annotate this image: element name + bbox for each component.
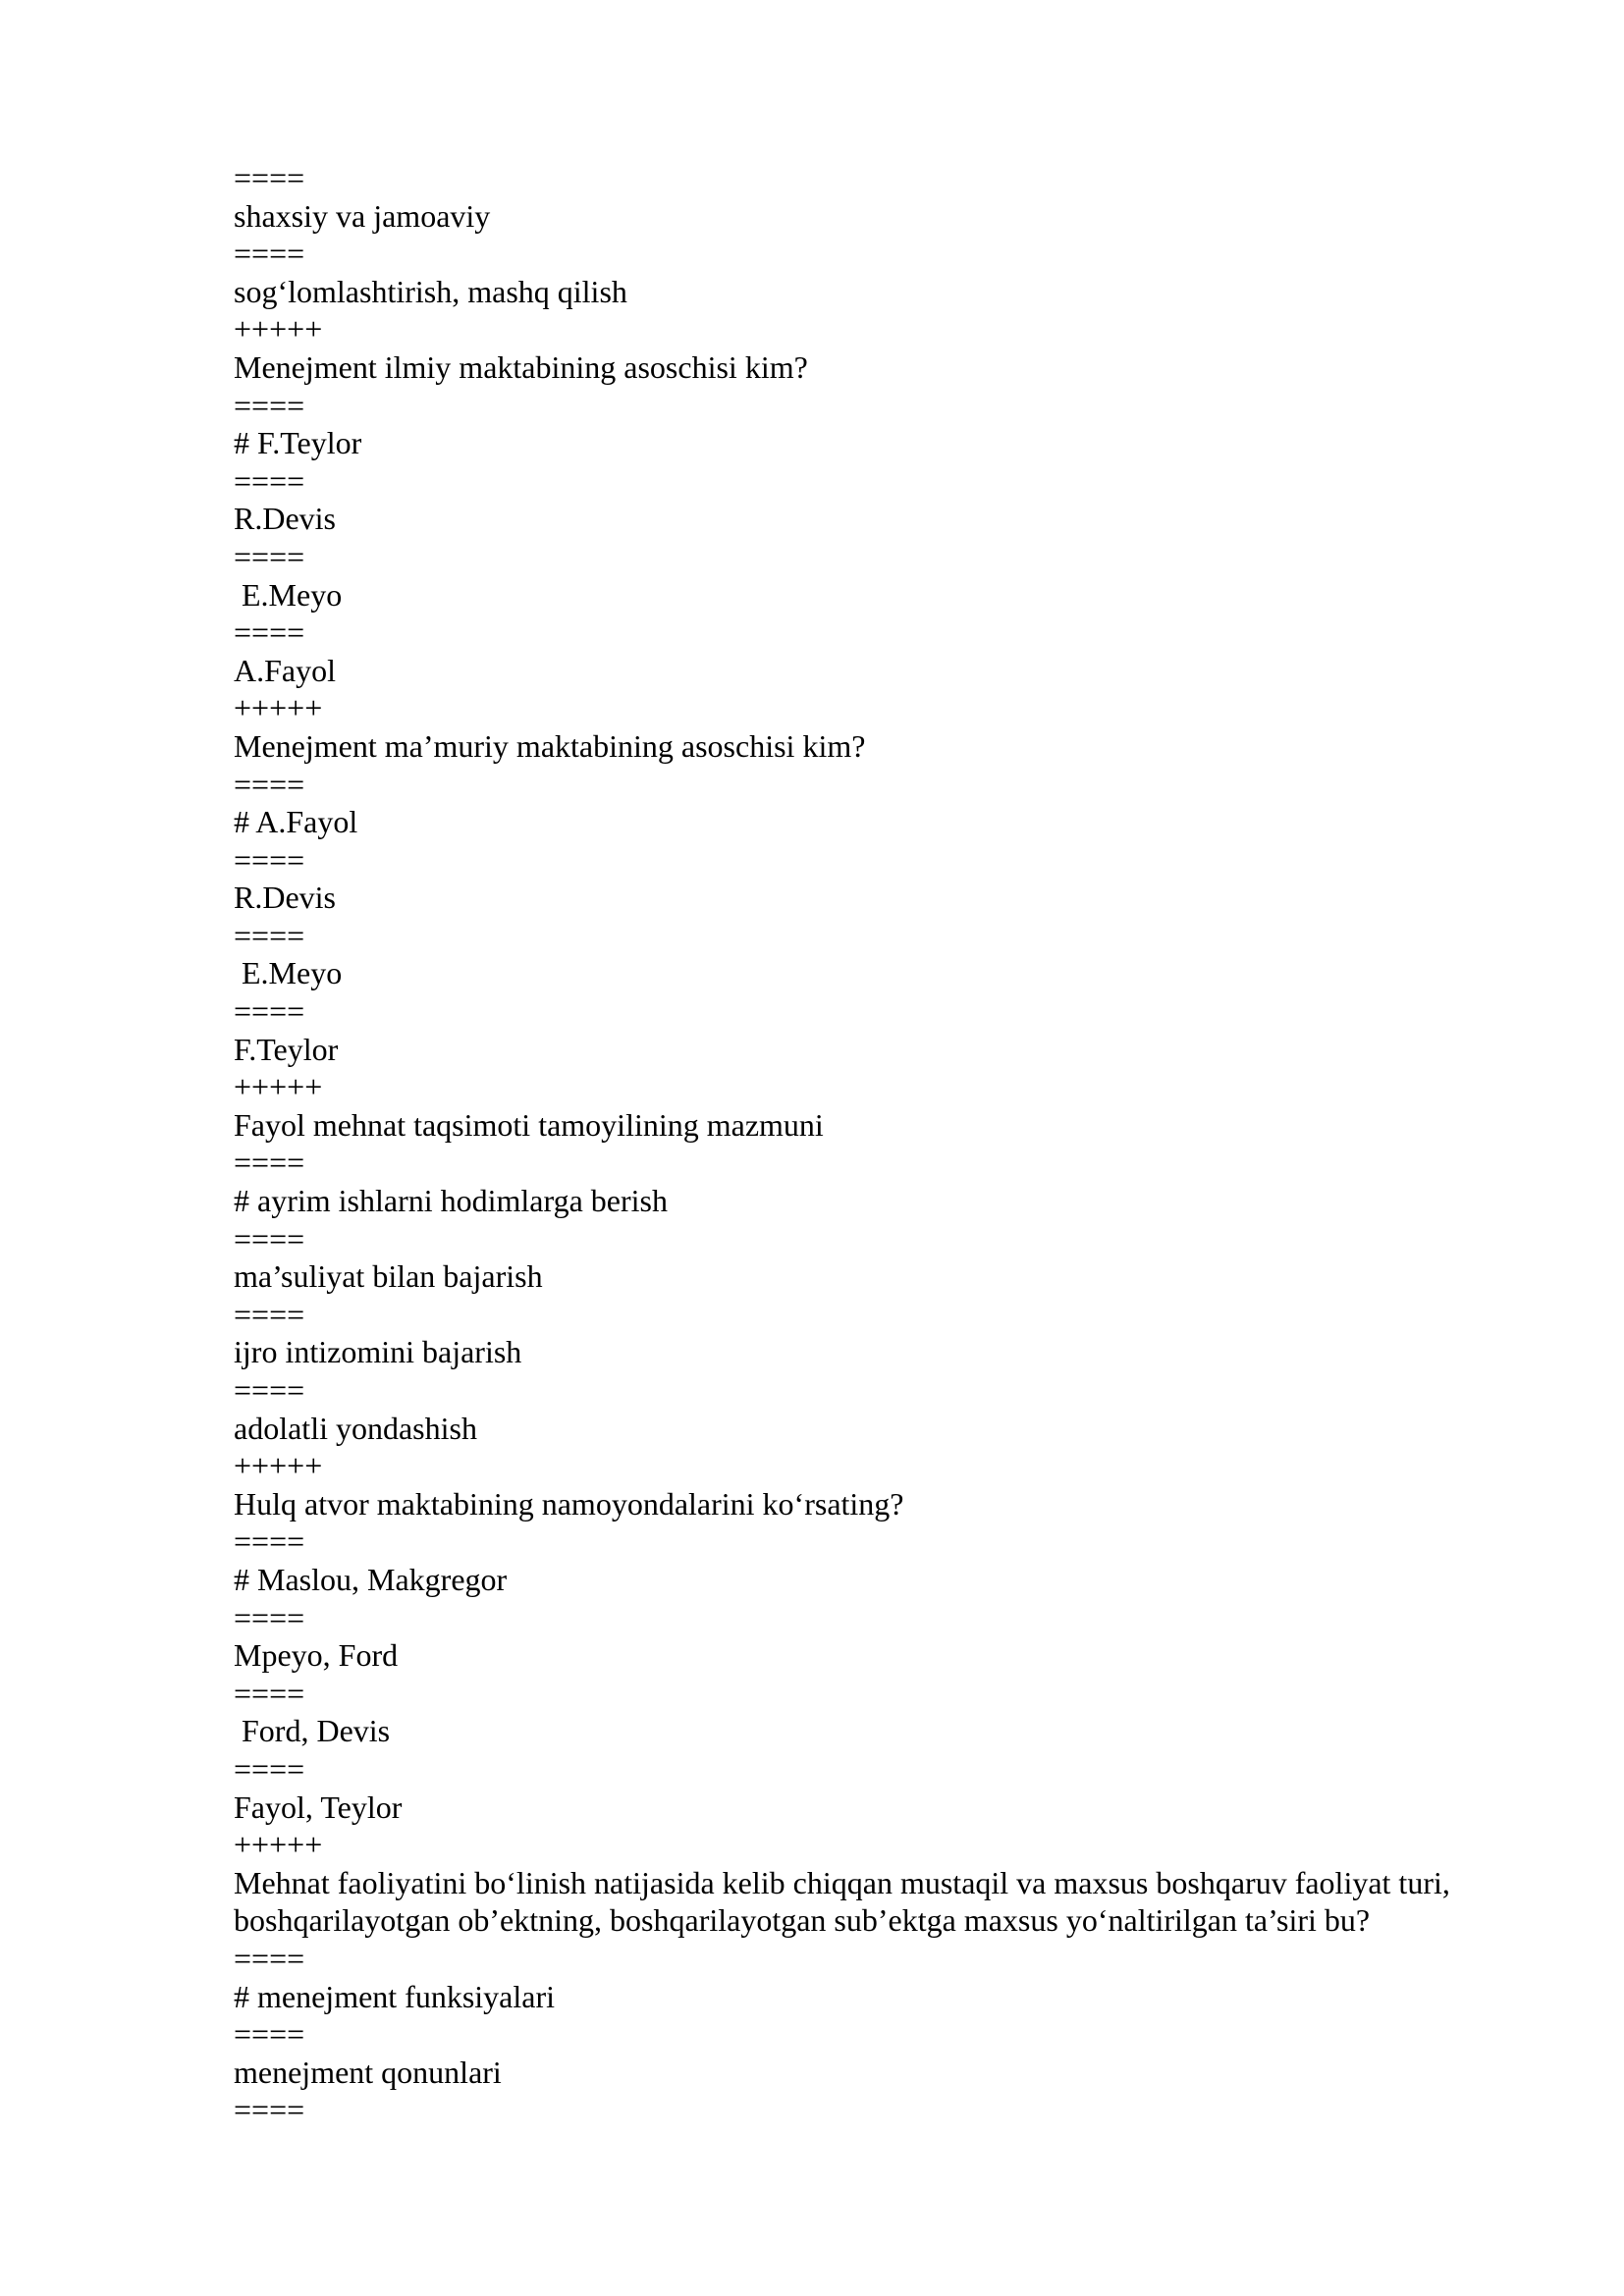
answer-option: E.Meyo (234, 576, 343, 613)
separator-line: ==== (234, 160, 305, 195)
answer-option: F.Teylor (234, 1031, 339, 1067)
separator-line: ==== (234, 1523, 305, 1560)
separator-line: ==== (234, 387, 305, 423)
correct-answer-option: # F.Teylor (234, 425, 362, 461)
question-separator: +++++ (234, 1069, 323, 1105)
question-separator: +++++ (234, 690, 323, 726)
separator-line: ==== (234, 1296, 305, 1332)
separator-line: ==== (234, 993, 305, 1030)
separator-line: ==== (234, 2016, 305, 2053)
separator-line: ==== (234, 1145, 305, 1181)
correct-answer-option: # menejment funksiyalari (234, 1978, 556, 2014)
answer-option: Mpeyo, Ford (234, 1637, 399, 1674)
separator-line: ==== (234, 841, 305, 878)
answer-option: shaxsiy va jamoaviy (234, 197, 491, 234)
question-text: Menejment ilmiy maktabining asoschisi kim? (234, 348, 808, 385)
question-text: Mehnat faoliyatini bo‘linish natijasida kelib chiqqan mustaqil va maxsus boshqaruv faoliyat turi, boshqarilayotgan ob’ektning, boshqarilayotgan sub’ektga maxsus yo‘naltirilgan ta’siri bu? (234, 1864, 1458, 1939)
correct-answer-option: # Maslou, Makgregor (234, 1561, 508, 1597)
document-body (234, 159, 1530, 2129)
answer-option: ma’suliyat bilan bajarish (234, 1258, 543, 1295)
separator-line: ==== (234, 462, 305, 499)
answer-option: A.Fayol (234, 652, 336, 688)
separator-line: ==== (234, 538, 305, 574)
separator-line: ==== (234, 614, 305, 651)
question-text: Menejment ma’muriy maktabining asoschisi kim? (234, 727, 866, 764)
question-text: Fayol mehnat taqsimoti tamoyilining mazmuni (234, 1106, 824, 1143)
separator-line: ==== (234, 2092, 305, 2128)
separator-line: ==== (234, 1220, 305, 1256)
answer-option: Fayol, Teylor (234, 1789, 403, 1825)
question-separator: +++++ (234, 1827, 323, 1863)
question-text: Hulq atvor maktabining namoyondalarini ko‘rsating? (234, 1485, 904, 1522)
answer-option: R.Devis (234, 501, 336, 537)
separator-line: ==== (234, 766, 305, 802)
separator-line: ==== (234, 1372, 305, 1408)
answer-option: R.Devis (234, 880, 336, 916)
separator-line: ==== (234, 1675, 305, 1711)
answer-option: menejment qonunlari (234, 2054, 502, 2090)
separator-line: ==== (234, 1750, 305, 1787)
separator-line: ==== (234, 1599, 305, 1635)
question-separator: +++++ (234, 311, 323, 347)
separator-line: ==== (234, 1940, 305, 1976)
correct-answer-option: # ayrim ishlarni hodimlarga berish (234, 1183, 668, 1219)
correct-answer-option: # A.Fayol (234, 804, 358, 840)
answer-option: E.Meyo (234, 955, 343, 991)
separator-line: ==== (234, 917, 305, 953)
answer-option: ijro intizomini bajarish (234, 1334, 522, 1370)
question-separator: +++++ (234, 1448, 323, 1484)
separator-line: ==== (234, 236, 305, 272)
answer-option: adolatli yondashish (234, 1410, 477, 1446)
answer-option: sog‘lomlashtirish, mashq qilish (234, 273, 627, 309)
answer-option: Ford, Devis (234, 1713, 391, 1749)
